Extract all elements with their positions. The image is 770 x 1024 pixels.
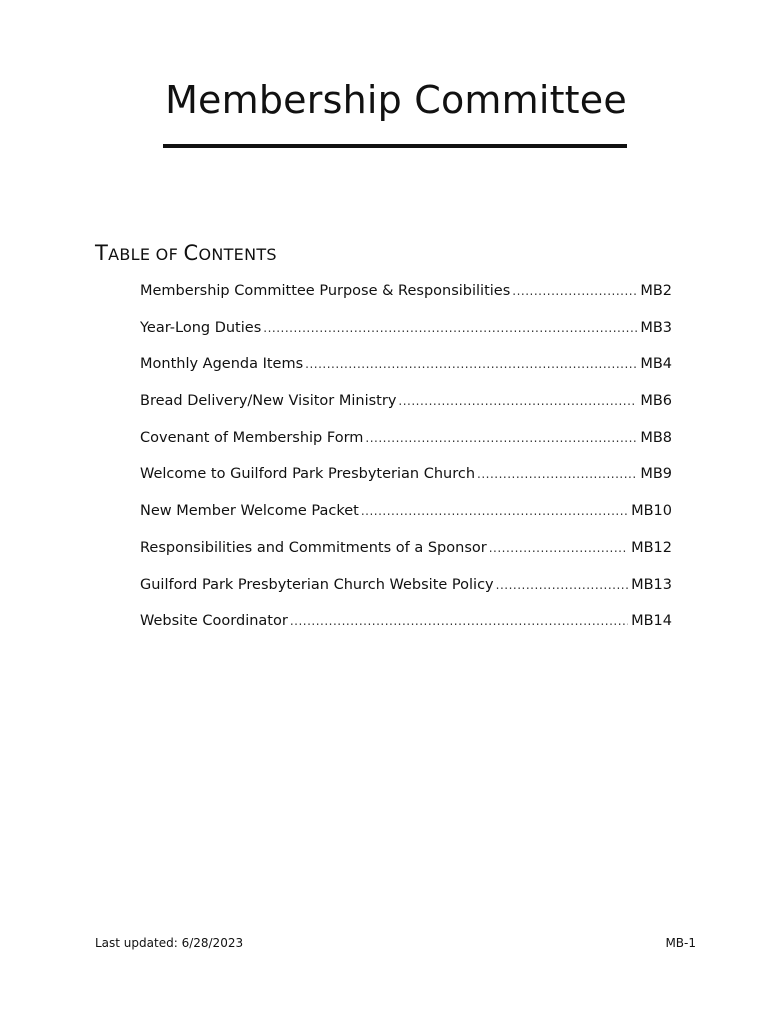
toc-entry-page: MB14 xyxy=(631,613,672,630)
toc-leader xyxy=(398,394,637,408)
toc-entry[interactable] xyxy=(140,320,672,357)
toc-entry-label: Welcome to Guilford Park Presbyterian Church xyxy=(140,466,476,483)
toc-leader xyxy=(290,614,628,628)
toc-leader xyxy=(365,431,637,445)
toc-entry-label: New Member Welcome Packet xyxy=(140,503,359,520)
toc-entry-page: MB13 xyxy=(631,576,672,593)
toc-heading-part-1: ABLE OF xyxy=(108,245,184,264)
toc-entry[interactable] xyxy=(140,393,672,430)
footer-last-updated: Last updated: 6/28/2023 xyxy=(95,936,244,950)
page-title: Membership Committee xyxy=(165,78,627,122)
toc-leader xyxy=(496,578,628,592)
toc-entry-page: MB12 xyxy=(631,539,672,556)
toc-heading-cap-1: T xyxy=(95,241,109,265)
toc-leader xyxy=(305,357,637,371)
title-rule xyxy=(163,144,627,148)
toc-leader xyxy=(512,284,637,298)
toc-entry-page: MB8 xyxy=(640,429,672,446)
toc-entry-label: Bread Delivery/New Visitor Ministry xyxy=(140,393,397,410)
toc-entry[interactable] xyxy=(140,466,672,503)
toc-entry-label: Year-Long Duties xyxy=(140,319,262,336)
toc-entry[interactable] xyxy=(140,613,672,650)
toc-entry[interactable] xyxy=(140,430,672,467)
toc-entry-page: MB10 xyxy=(631,503,672,520)
toc-entry-label: Monthly Agenda Items xyxy=(140,356,304,373)
toc-heading-part-2: ONTENTS xyxy=(198,245,277,264)
toc-heading-cap-2: C xyxy=(183,241,199,265)
toc-entry[interactable] xyxy=(140,503,672,540)
toc-entry-label: Covenant of Membership Form xyxy=(140,429,364,446)
toc-heading xyxy=(95,241,277,265)
toc-entry-label: Membership Committee Purpose & Responsibilities xyxy=(140,283,511,299)
toc-entry-label: Guilford Park Presbyterian Church Website Policy xyxy=(140,576,494,593)
toc-entry-label: Website Coordinator xyxy=(140,613,288,630)
toc-entry-page: MB2 xyxy=(640,283,672,299)
toc-entry[interactable] xyxy=(140,356,672,393)
toc-list xyxy=(140,283,672,650)
toc-leader xyxy=(477,467,637,481)
toc-entry-page: MB9 xyxy=(640,466,672,483)
toc-entry[interactable] xyxy=(140,283,672,320)
toc-entry[interactable] xyxy=(140,577,672,614)
toc-entry[interactable] xyxy=(140,540,672,577)
toc-entry-page: MB6 xyxy=(640,393,672,410)
toc-entry-page: MB3 xyxy=(640,319,672,336)
footer-page-number: MB-1 xyxy=(665,936,696,950)
toc-leader xyxy=(263,321,637,335)
toc-leader xyxy=(489,541,628,555)
toc-entry-label: Responsibilities and Commitments of a Sponsor xyxy=(140,539,487,556)
toc-entry-page: MB4 xyxy=(640,356,672,373)
toc-leader xyxy=(361,504,628,518)
